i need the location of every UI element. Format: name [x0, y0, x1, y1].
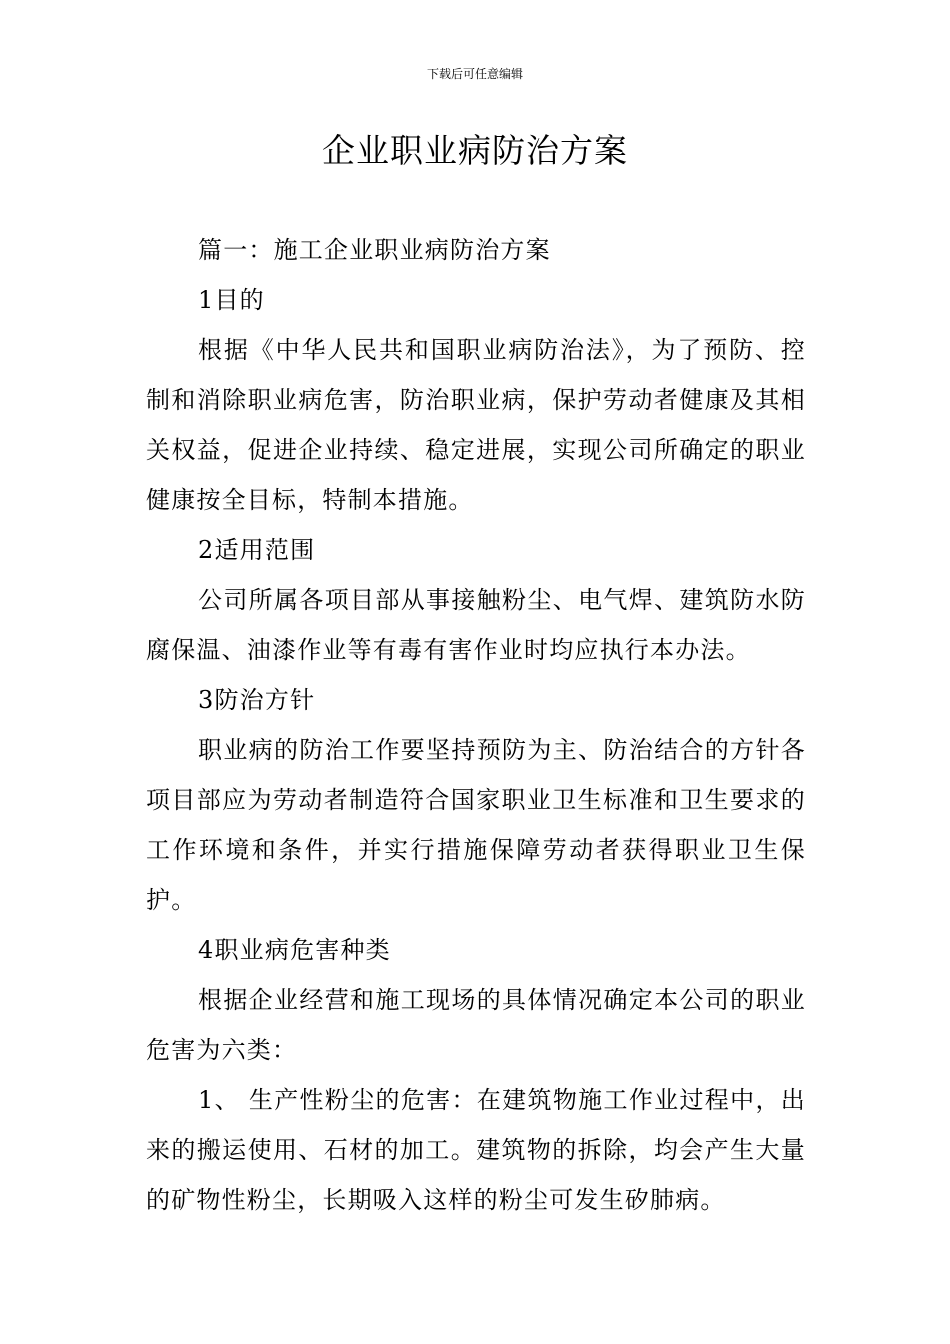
section-heading: 3防治方针: [198, 686, 316, 714]
header-note: 下载后可任意编辑: [426, 67, 523, 81]
paragraph: 根据《中华人民共和国职业病防治法》，为了预防、控制和消除职业病危害，防治职业病，保护劳动者健康及其相关权益，促进企业持续、稳定进展，实现公司所确定的职业健康按全目标，特制本措施。: [146, 336, 806, 514]
section-heading: 1目的: [198, 286, 265, 314]
document-title: 企业职业病防治方案: [322, 131, 628, 170]
section-heading: 2适用范围: [198, 536, 316, 564]
section-heading: 4职业病危害种类: [198, 936, 391, 964]
paragraph: 公司所属各项目部从事接触粉尘、电气焊、建筑防水防腐保温、油漆作业等有毒有害作业时均应执行本办法。: [146, 586, 806, 664]
document-body: [146, 225, 806, 1225]
paragraph: 根据企业经营和施工现场的具体情况确定本公司的职业危害为六类：: [146, 986, 806, 1064]
paragraph: 职业病的防治工作要坚持预防为主、防治结合的方针各项目部应为劳动者制造符合国家职业卫生标准和卫生要求的工作环境和条件，并实行措施保障劳动者获得职业卫生保护。: [146, 736, 806, 914]
section-heading: 篇一：施工企业职业病防治方案: [198, 236, 551, 264]
list-item-paragraph: 1、 生产性粉尘的危害：在建筑物施工作业过程中，出来的搬运使用、石材的加工。建筑物的拆除，均会产生大量的矿物性粉尘，长期吸入这样的粉尘可发生矽肺病。: [146, 1086, 806, 1214]
